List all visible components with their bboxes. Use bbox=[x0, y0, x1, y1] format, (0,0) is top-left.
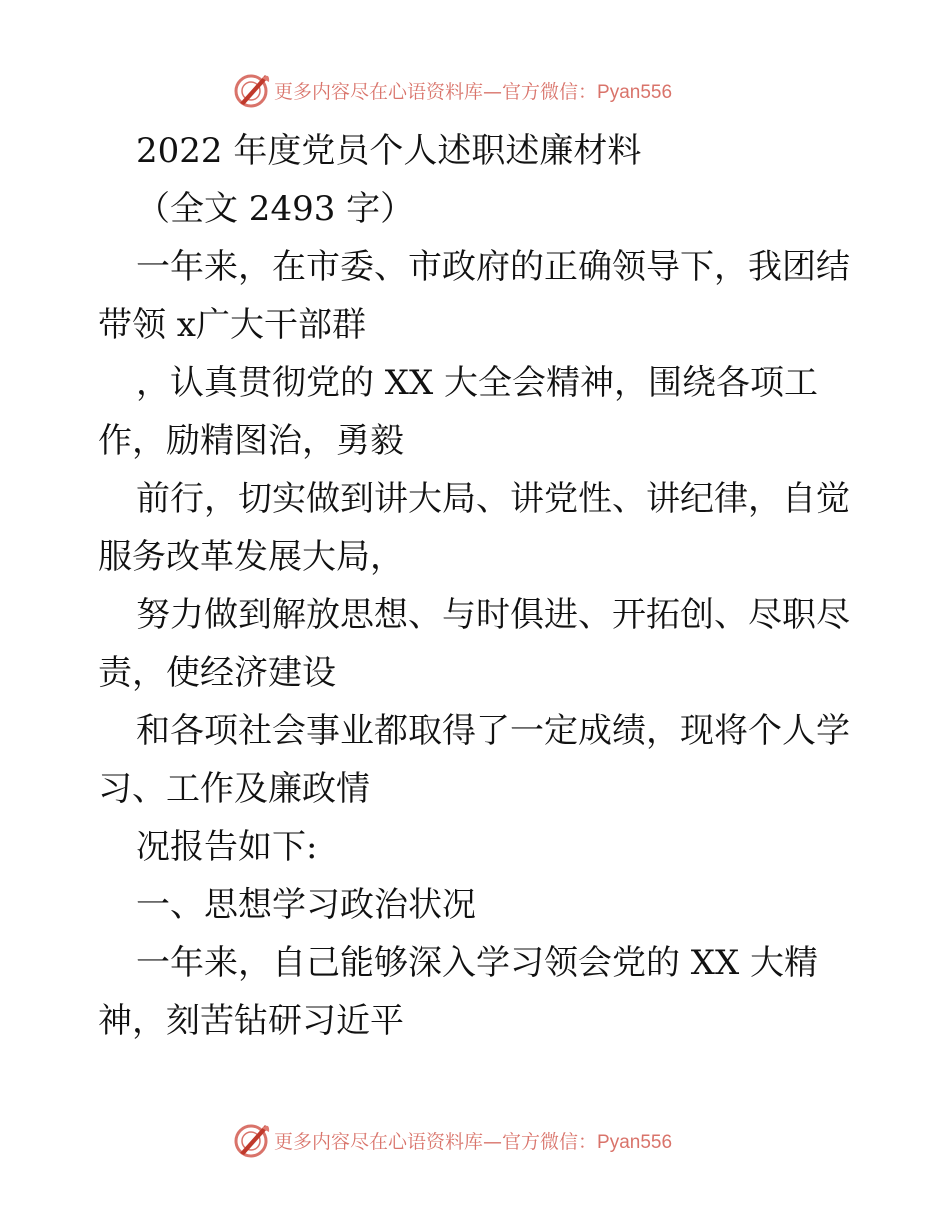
body-line: 神，刻苦钻研习近平 bbox=[98, 1001, 404, 1041]
watermark-text: 更多内容尽在心语资料库—官方微信：Pyan556 bbox=[274, 80, 673, 103]
body-line: 服务改革发展大局， bbox=[98, 537, 404, 577]
body-line: 和各项社会事业都取得了一定成绩，现将个人学 bbox=[136, 711, 850, 751]
quill-pen-seal-icon bbox=[232, 70, 272, 110]
watermark-text: 更多内容尽在心语资料库—官方微信：Pyan556 bbox=[274, 1130, 673, 1153]
body-line: 习、工作及廉政情 bbox=[98, 769, 370, 809]
body-line: 责，使经济建设 bbox=[98, 653, 336, 693]
quill-pen-seal-icon bbox=[232, 1120, 272, 1160]
body-line: 努力做到解放思想、与时俱进、开拓创、尽职尽 bbox=[136, 595, 850, 635]
watermark-wechat-id: Pyan556 bbox=[597, 1131, 673, 1153]
body-line: ，认真贯彻党的 XX 大全会精神，围绕各项工 bbox=[136, 363, 819, 403]
watermark-banner-bottom bbox=[232, 1120, 712, 1160]
body-line: 一年来，在市委、市政府的正确领导下，我团结 bbox=[136, 247, 850, 287]
section-heading: 一、思想学习政治状况 bbox=[136, 885, 476, 925]
document-title: 2022 年度党员个人述职述廉材料 bbox=[136, 131, 642, 171]
body-line: 带领 x广大干部群 bbox=[98, 305, 366, 345]
body-line: 况报告如下: bbox=[136, 827, 318, 867]
body-line: 作，励精图治，勇毅 bbox=[98, 421, 404, 461]
body-line: 前行，切实做到讲大局、讲党性、讲纪律，自觉 bbox=[136, 479, 850, 519]
word-count: （全文 2493 字） bbox=[136, 189, 415, 229]
body-line: 一年来，自己能够深入学习领会党的 XX 大精 bbox=[136, 943, 819, 983]
watermark-wechat-id: Pyan556 bbox=[597, 81, 673, 103]
watermark-banner-top bbox=[232, 70, 712, 110]
document-body bbox=[98, 122, 858, 1050]
